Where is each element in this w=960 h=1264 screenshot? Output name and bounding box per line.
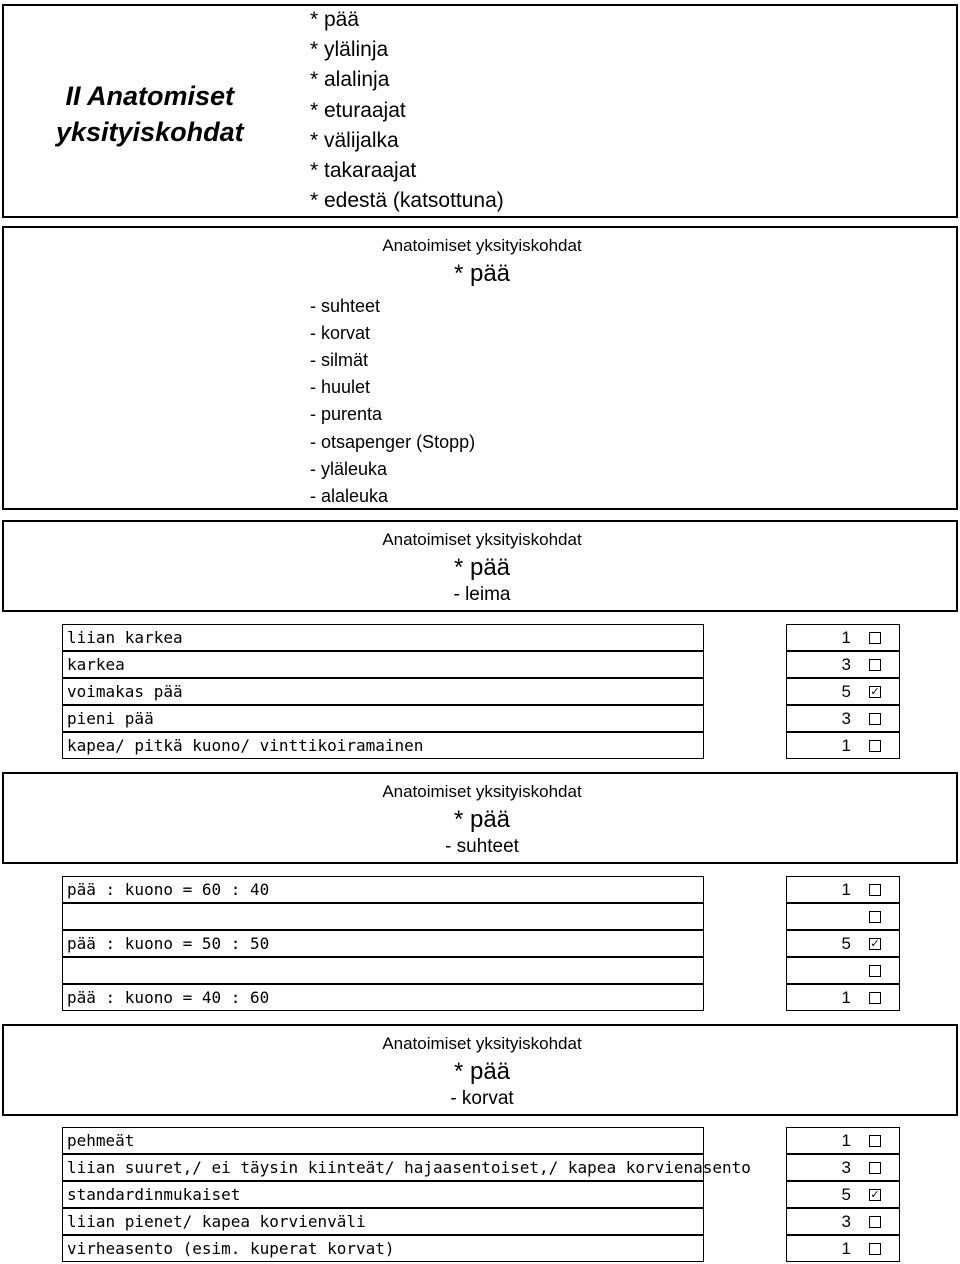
row-score-cell <box>786 624 900 651</box>
korvat-header-box <box>2 1024 958 1116</box>
section-subtitle: - leima <box>453 584 511 605</box>
head-list-item: - korvat <box>310 323 371 344</box>
score-value: 1 <box>841 736 851 755</box>
checkbox[interactable] <box>869 713 881 725</box>
row-label: pää : kuono = 60 : 40 <box>62 876 704 903</box>
row-score-cell <box>786 1127 900 1154</box>
row-label: kapea/ pitkä kuono/ vinttikoiramainen <box>62 732 704 759</box>
overview-list-item: * pää <box>310 8 360 31</box>
row-score-cell <box>786 876 900 903</box>
checkbox[interactable] <box>869 1243 881 1255</box>
row-score-cell <box>786 1235 900 1262</box>
overview-title <box>56 78 244 150</box>
score-value: 5 <box>841 934 851 953</box>
row-score-cell <box>786 984 900 1011</box>
section-title: Anatoimiset yksityiskohdat <box>382 530 582 549</box>
head-list-item: - alaleuka <box>310 485 389 506</box>
section-title: Anatoimiset yksityiskohdat <box>382 782 582 801</box>
checkbox[interactable] <box>869 911 881 923</box>
score-value: 1 <box>841 880 851 899</box>
checkbox[interactable] <box>869 632 881 644</box>
row-score-cell <box>786 903 900 930</box>
section-title: Anatoimiset yksityiskohdat <box>382 1034 582 1053</box>
checkbox[interactable] <box>869 992 881 1004</box>
head-list-item: - yläleuka <box>310 458 388 479</box>
section-head: * pää <box>453 554 511 581</box>
row-label <box>62 903 704 930</box>
row-label: pehmeät <box>62 1127 704 1154</box>
row-score-cell <box>786 957 900 984</box>
score-value: 1 <box>841 628 851 647</box>
overview-title-line2: yksityiskohdat <box>56 117 244 147</box>
section-head: * pää <box>453 806 511 833</box>
head-list-item: - silmät <box>310 350 368 371</box>
checkmark-icon: ✓ <box>870 686 880 698</box>
head-list-item: - huulet <box>310 377 371 398</box>
score-value: 5 <box>841 682 851 701</box>
row-score-cell <box>786 705 900 732</box>
section-head: * pää <box>453 260 511 287</box>
score-value: 3 <box>841 1158 851 1177</box>
row-label: karkea <box>62 651 704 678</box>
overview-list-item: * takaraajat <box>310 159 417 182</box>
overview-box <box>2 4 958 218</box>
row-label: pieni pää <box>62 705 704 732</box>
checkbox[interactable] <box>869 659 881 671</box>
overview-list-item: * alalinja <box>310 68 390 92</box>
checkbox[interactable] <box>869 884 881 896</box>
row-label: liian karkea <box>62 624 704 651</box>
overview-list-item: * edestä (katsottuna) <box>310 189 504 213</box>
score-value: 3 <box>841 655 851 674</box>
row-score-cell <box>786 651 900 678</box>
row-label: virheasento (esim. kuperat korvat) <box>62 1235 704 1262</box>
checkbox[interactable] <box>869 1162 881 1174</box>
checkbox[interactable] <box>869 965 881 977</box>
score-value: 1 <box>841 988 851 1007</box>
row-label <box>62 957 704 984</box>
section-subtitle: - korvat <box>450 1088 514 1109</box>
row-label: pää : kuono = 40 : 60 <box>62 984 704 1011</box>
row-score-cell <box>786 1181 900 1208</box>
row-label: liian pienet/ kapea korvienväli <box>62 1208 704 1235</box>
row-label: pää : kuono = 50 : 50 <box>62 930 704 957</box>
section-subtitle: - suhteet <box>445 836 519 857</box>
row-label: standardinmukaiset <box>62 1181 704 1208</box>
overview-list-item: * välijalka <box>310 128 399 152</box>
checkmark-icon: ✓ <box>870 1189 880 1201</box>
checkbox[interactable] <box>869 1135 881 1147</box>
score-value: 3 <box>841 709 851 728</box>
head-list-item: - purenta <box>310 404 383 425</box>
row-score-cell <box>786 732 900 759</box>
checked-checkbox[interactable] <box>869 686 881 698</box>
checked-checkbox[interactable] <box>869 938 881 950</box>
overview-list-item: * ylälinja <box>310 38 389 62</box>
row-score-cell <box>786 1154 900 1181</box>
head-list-item: - suhteet <box>310 296 381 316</box>
row-label: voimakas pää <box>62 678 704 705</box>
checkmark-icon: ✓ <box>870 938 880 950</box>
row-label: liian suuret,/ ei täysin kiinteät/ hajaasentoiset,/ kapea korvienasento <box>62 1154 704 1181</box>
score-value: 5 <box>841 1185 851 1204</box>
score-value: 1 <box>841 1239 851 1258</box>
score-value: 3 <box>841 1212 851 1231</box>
score-value: 1 <box>841 1131 851 1150</box>
row-score-cell <box>786 1208 900 1235</box>
section-title: Anatoimiset yksityiskohdat <box>382 236 582 255</box>
checked-checkbox[interactable] <box>869 1189 881 1201</box>
row-score-cell <box>786 678 900 705</box>
row-score-cell <box>786 930 900 957</box>
checkbox[interactable] <box>869 740 881 752</box>
leima-header-box <box>2 520 958 612</box>
section-head: * pää <box>453 1058 511 1085</box>
overview-list-item: * eturaajat <box>310 98 406 122</box>
suhteet-header-box <box>2 772 958 864</box>
head-section-box <box>2 226 958 510</box>
head-list-item: - otsapenger (Stopp) <box>310 431 476 452</box>
overview-title-line1: II Anatomiset <box>65 81 235 111</box>
checkbox[interactable] <box>869 1216 881 1228</box>
